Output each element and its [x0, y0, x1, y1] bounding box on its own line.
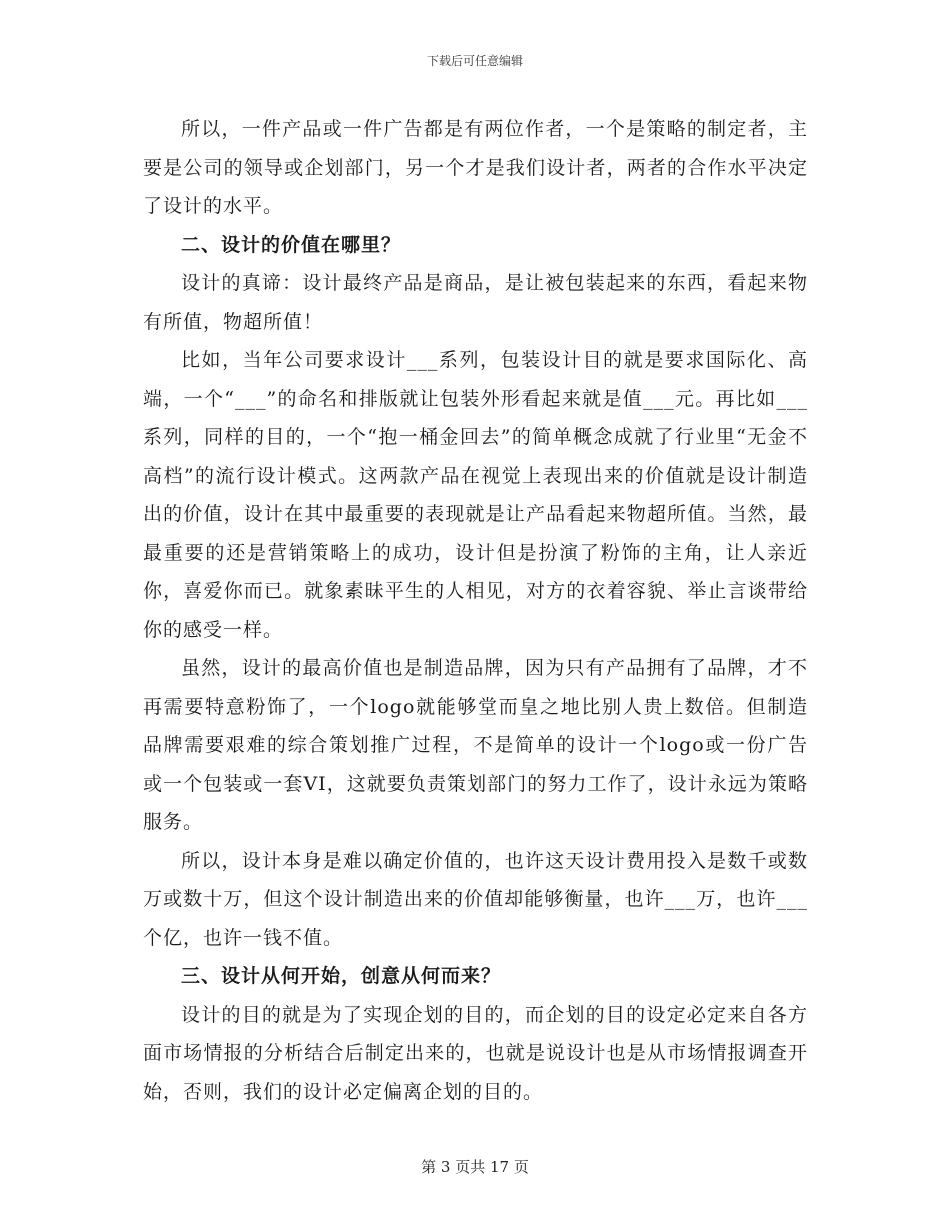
paragraph-authors: 所以，一件产品或一件广告都是有两位作者，一个是策略的制定者，主要是公司的领导或企划部门，另一个才是我们设计者，两者的合作水平决定了设计的水平。 [143, 118, 808, 217]
paragraph-design-essence: 设计的真谛：设计最终产品是商品，是让被包装起来的东西，看起来物有所值，物超所值！ [143, 272, 808, 333]
paragraph-examples: 比如，当年公司要求设计___系列，包装设计目的就是要求国际化、高端，一个“___”的命名和排版就让包装外形看起来就是值___元。再比如___系列，同样的目的，一个“抱一桶金回去”的简单概念成就了行业里“无金不高档”的流行设计模式。这两款产品在视觉上表现出来的价值就是设计制造出的价值，设计在其中最重要的表现就是让产品看起来物超所值。当然，最最重要的还是营销策略上的成功，设计但是扮演了粉饰的主角，让人亲近你，喜爱你而已。就象素昧平生的人相见，对方的衣着容貌、举止言谈带给你的感受一样。 [143, 349, 808, 641]
paragraph-design-origin: 设计的目的就是为了实现企划的目的，而企划的目的设定必定来自各方面市场情报的分析结合后制定出来的，也就是说设计也是从市场情报调查开始，否则，我们的设计必定偏离企划的目的。 [143, 1003, 808, 1103]
page-footer: 第 3 页共 17 页 [421, 1158, 529, 1176]
section-heading-2: 二、设计的价值在哪里？ [181, 233, 402, 256]
page-header: 下载后可任意编辑 [426, 54, 523, 68]
document-body [143, 110, 808, 1111]
paragraph-value-uncertain: 所以，设计本身是难以确定价值的，也许这天设计费用投入是数千或数万或数十万，但这个设计制造出来的价值却能够衡量，也许___万，也许___个亿，也许一钱不值。 [143, 849, 808, 949]
paragraph-brand-value: 虽然，设计的最高价值也是制造品牌，因为只有产品拥有了品牌，才不再需要特意粉饰了，一个logo就能够堂而皇之地比别人贵上数倍。但制造品牌需要艰难的综合策划推广过程，不是简单的设计一个logo或一份广告或一个包装或一套VI，这就要负责策划部门的努力工作了，设计永远为策略服务。 [143, 657, 808, 833]
section-heading-3: 三、设计从何开始，创意从何而来？ [181, 965, 502, 987]
